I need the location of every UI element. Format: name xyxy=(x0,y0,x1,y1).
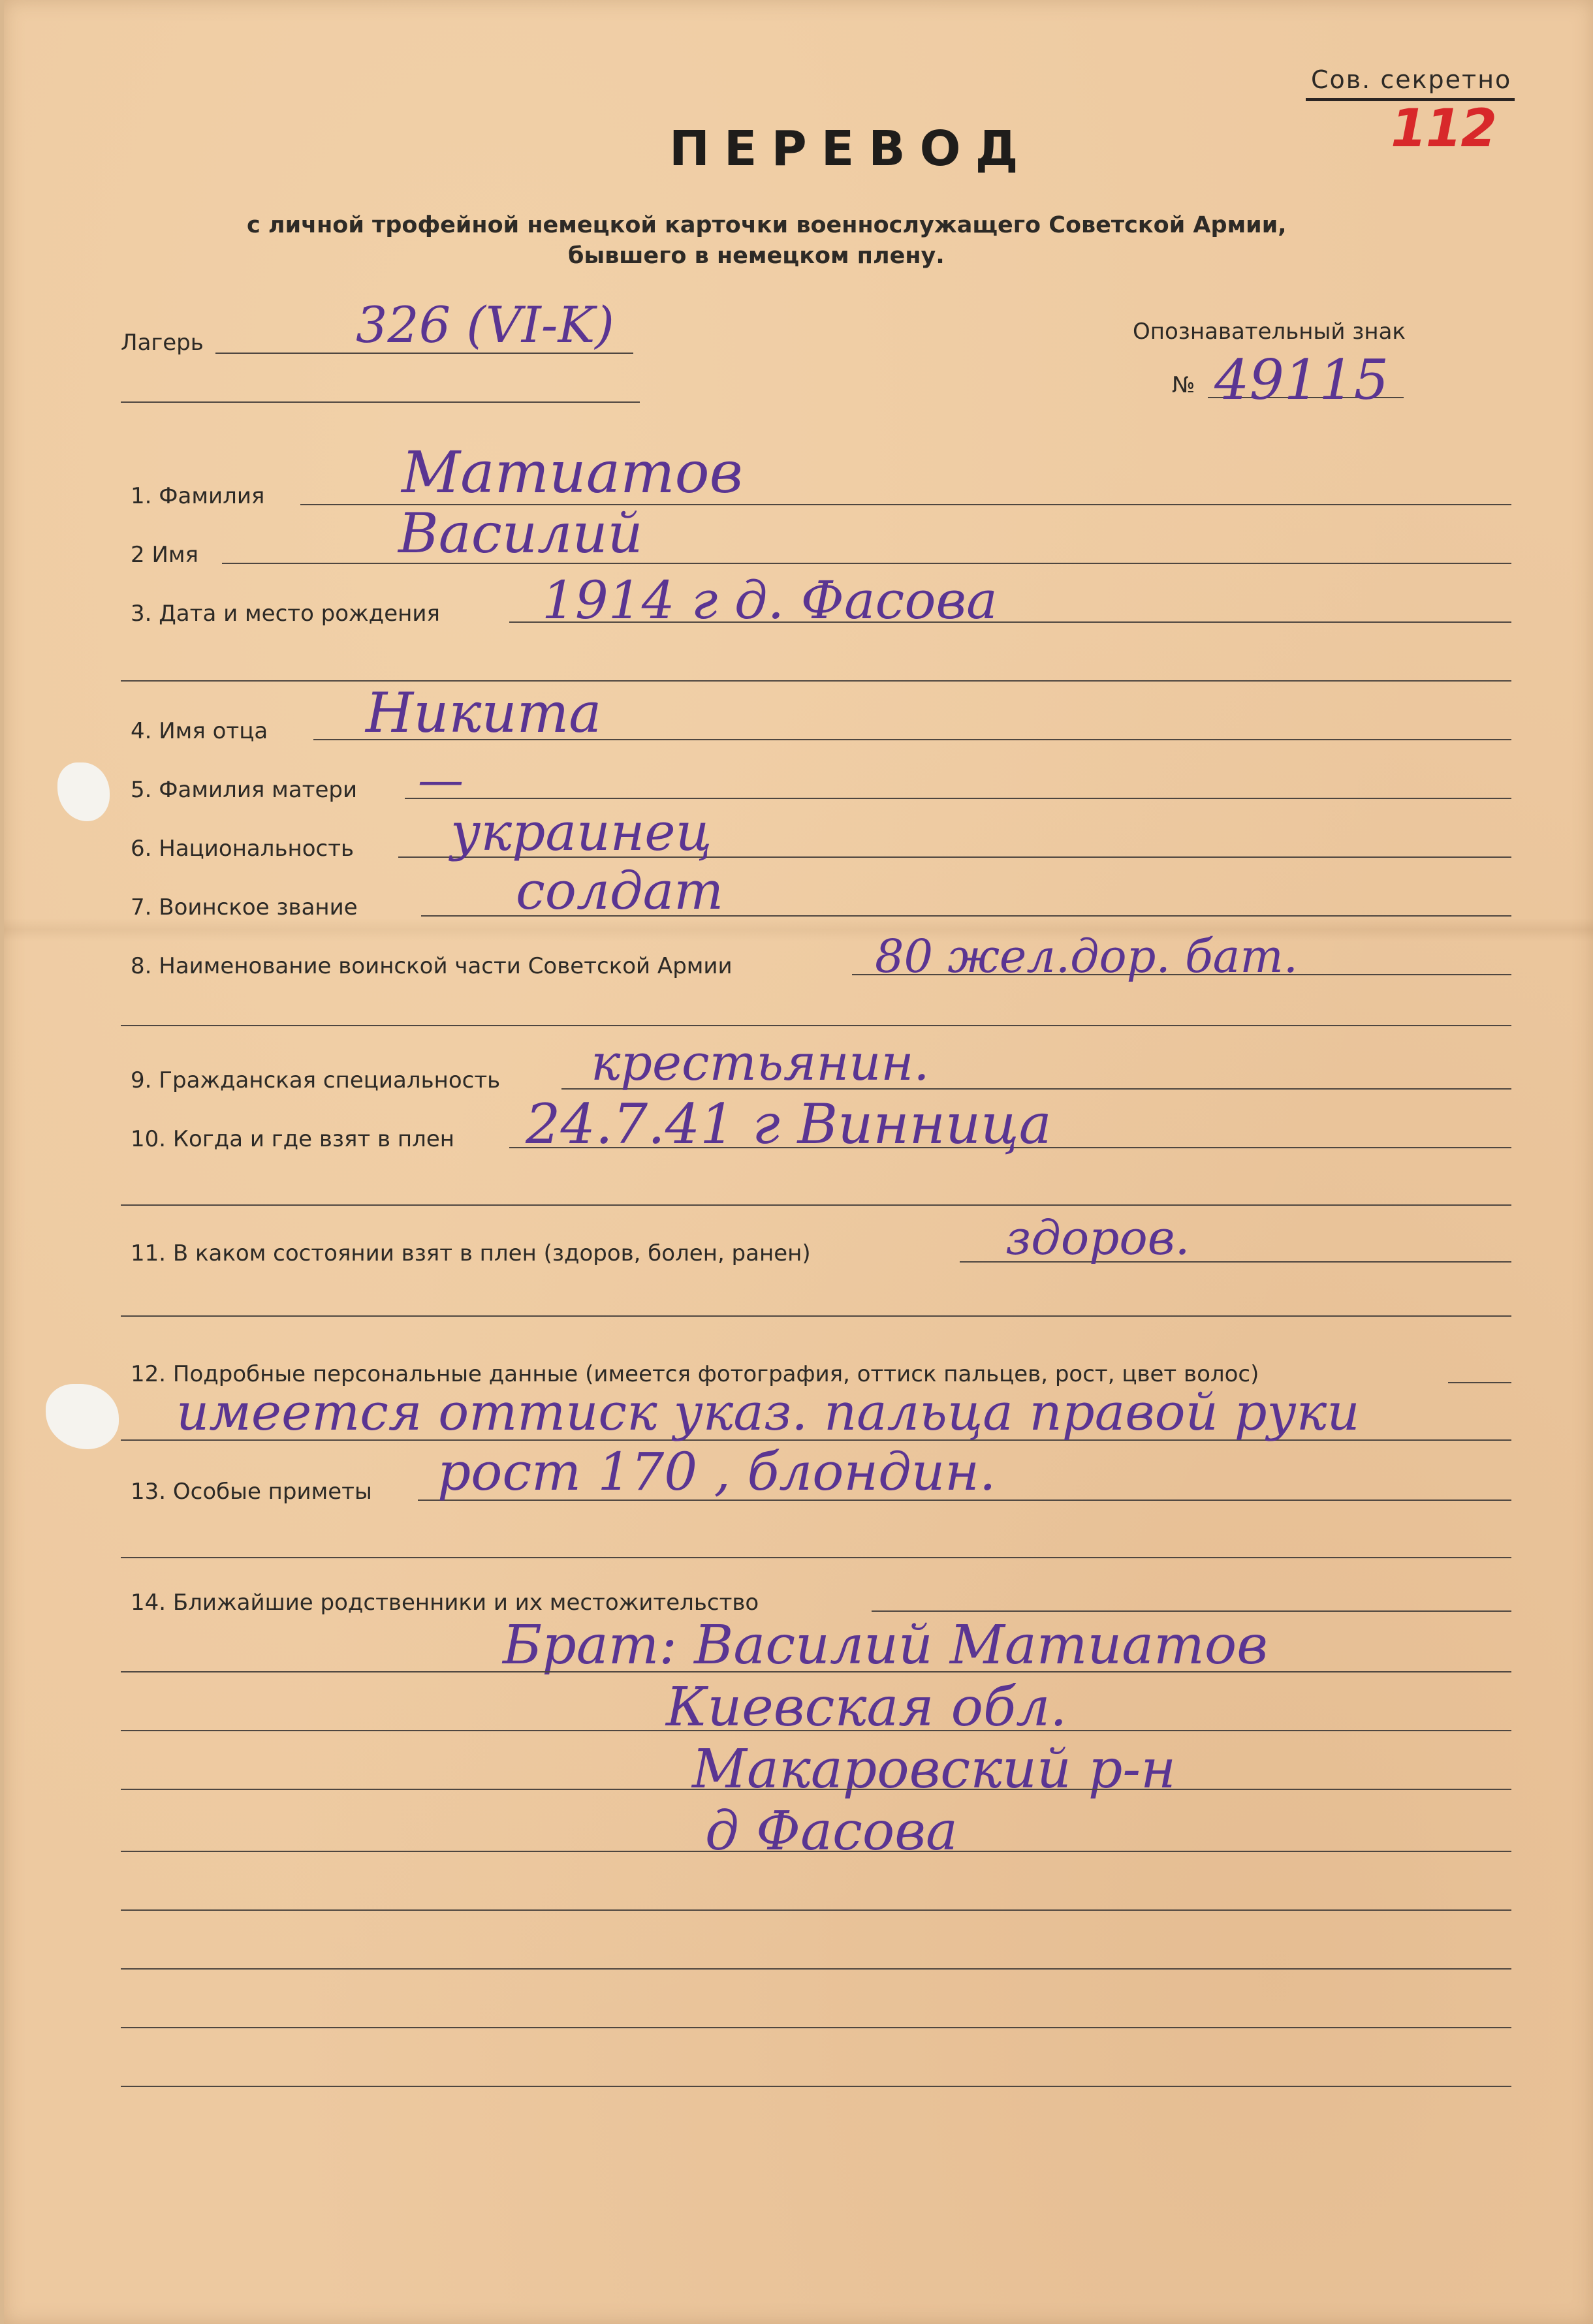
tag-number-sign: № xyxy=(1172,372,1195,398)
field-nationality-value: украинец xyxy=(450,802,712,862)
field-birth-value: 1914 г д. Фасова xyxy=(542,570,998,631)
subtitle-line-2: бывшего в немецком плену. xyxy=(568,243,945,269)
field-captured-line-2 xyxy=(121,1204,1511,1206)
field-unit-label: 8. Наименование воинской части Советской Армии xyxy=(131,953,733,979)
relatives-line-1: Брат: Василий Матиатов xyxy=(503,1614,1269,1676)
field-personal-line xyxy=(1448,1382,1511,1383)
archive-number: 112 xyxy=(1391,98,1496,159)
relatives-line-4: д Фасова xyxy=(705,1800,958,1862)
field-rank-value: солдат xyxy=(516,860,724,921)
ruled-line xyxy=(121,1968,1511,1970)
field-condition-value: здоров. xyxy=(1005,1210,1190,1265)
field-condition-line-2 xyxy=(121,1315,1511,1317)
field-nationality-label: 6. Национальность xyxy=(131,836,355,862)
field-marks-line-2 xyxy=(121,1557,1511,1558)
camp-underline-2 xyxy=(121,401,640,403)
field-mother-line xyxy=(405,798,1511,799)
scan-edge xyxy=(0,0,4,2324)
camp-value: 326 (VI-K) xyxy=(356,296,614,354)
field-father-label: 4. Имя отца xyxy=(131,718,268,744)
subtitle-line-1: с личной трофейной немецкой карточки военнослужащего Советской Армии, xyxy=(247,212,1287,238)
field-profession-value: крестьянин. xyxy=(591,1033,930,1091)
ruled-line xyxy=(121,1671,1511,1672)
ruled-line xyxy=(121,2086,1511,2087)
field-condition-label: 11. В каком состоянии взят в плен (здоров, болен, ранен) xyxy=(131,1240,811,1266)
relatives-line-3: Макаровский р-н xyxy=(692,1738,1176,1800)
field-surname-value: Матиатов xyxy=(402,439,743,506)
field-captured-value: 24.7.41 г Винница xyxy=(526,1092,1052,1156)
field-captured-label: 10. Когда и где взят в плен xyxy=(131,1126,454,1152)
field-marks-label: 13. Особые приметы xyxy=(131,1479,372,1505)
field-relatives-label: 14. Ближайшие родственники и их местожительство xyxy=(131,1590,759,1616)
tag-label: Опознавательный знак xyxy=(1133,319,1406,345)
camp-label: Лагерь xyxy=(121,330,204,356)
ruled-line xyxy=(121,1909,1511,1911)
field-unit-line-2 xyxy=(121,1025,1511,1026)
ruled-line xyxy=(121,2027,1511,2028)
field-personal-label: 12. Подробные персональные данные (имеется фотография, оттиск пальцев, рост, цвет волос) xyxy=(131,1361,1259,1387)
field-personal-value: имеется оттиск указ. пальца правой руки xyxy=(176,1383,1360,1442)
field-unit-value: 80 жел.дор. бат. xyxy=(875,930,1299,983)
field-relatives-line xyxy=(872,1610,1511,1612)
field-name-label: 2 Имя xyxy=(131,542,198,568)
ruled-line xyxy=(121,1789,1511,1790)
field-mother-label: 5. Фамилия матери xyxy=(131,777,358,803)
field-father-value: Никита xyxy=(366,681,602,745)
ruled-line xyxy=(121,1851,1511,1852)
ruled-line xyxy=(121,1730,1511,1731)
field-mother-value: — xyxy=(418,753,464,807)
field-profession-label: 9. Гражданская специальность xyxy=(131,1067,501,1093)
field-birth-label: 3. Дата и место рождения xyxy=(131,601,440,627)
field-surname-label: 1. Фамилия xyxy=(131,483,265,509)
relatives-line-2: Киевская обл. xyxy=(666,1676,1067,1738)
field-rank-label: 7. Воинское звание xyxy=(131,894,358,920)
field-birth-line-2 xyxy=(121,680,1511,682)
classification-stamp: Сов. секретно xyxy=(1311,65,1512,94)
field-name-value: Василий xyxy=(398,501,643,565)
tag-value: 49115 xyxy=(1214,348,1389,412)
field-marks-value: рост 170 , блондин. xyxy=(437,1441,996,1502)
page-title: ПЕРЕВОД xyxy=(669,121,1033,177)
